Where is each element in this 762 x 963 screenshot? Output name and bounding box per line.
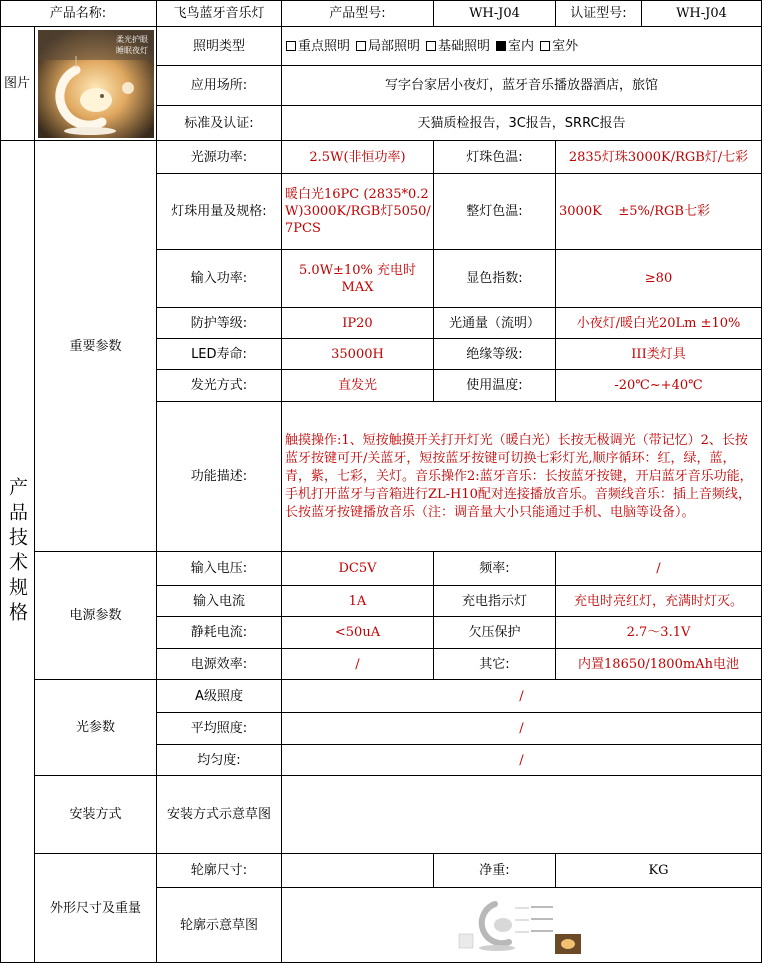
bead-color-temp-label: 灯珠色温:: [434, 141, 556, 174]
frequency-value: /: [556, 552, 762, 586]
checkbox-outdoor[interactable]: [540, 41, 550, 51]
avg-illuminance-label: 平均照度:: [157, 713, 282, 745]
option-accent-label: 重点照明: [298, 38, 351, 54]
product-model-label: 产品型号:: [282, 0, 434, 27]
cri-value: ≥80: [556, 250, 762, 308]
a-illuminance-label: A级照度: [157, 680, 282, 713]
checkbox-indoor[interactable]: [496, 41, 506, 51]
install-sketch-area: [282, 776, 762, 854]
option-indoor[interactable]: [496, 38, 534, 55]
application-value: 写字台家居小夜灯，蓝牙音乐播放器酒店，旅馆: [282, 66, 762, 106]
option-basic-label: 基础照明: [438, 38, 491, 54]
led-life-label: LED寿命:: [157, 339, 282, 370]
product-name-value: 飞鸟蓝牙音乐灯: [157, 0, 282, 27]
input-voltage-label: 输入电压:: [157, 552, 282, 586]
lamp-color-temp-label: 整灯色温:: [434, 174, 556, 250]
outline-sketch-image: [457, 890, 587, 960]
efficiency-value: /: [282, 649, 434, 680]
optical-params-label: 光参数: [35, 680, 157, 776]
undervoltage-value: 2.7～3.1V: [556, 617, 762, 649]
function-label: 功能描述:: [157, 402, 282, 552]
product-photo-cell: [35, 27, 157, 141]
avg-illuminance-value: /: [282, 713, 762, 745]
net-weight-label: 净重:: [434, 854, 556, 888]
standard-value: 天猫质检报告，3C报告，SRRC报告: [282, 106, 762, 141]
option-indoor-label: 室内: [508, 38, 535, 54]
ip-value: IP20: [282, 308, 434, 339]
option-outdoor-label: 室外: [552, 38, 579, 54]
a-illuminance-value: /: [282, 680, 762, 713]
picture-label: 图片: [0, 27, 35, 141]
product-name-label: 产品名称:: [0, 0, 157, 27]
input-power-value: 5.0W±10% 充电时MAX: [282, 250, 434, 308]
cert-model-label: 认证型号:: [556, 0, 642, 27]
uniformity-label: 均匀度:: [157, 745, 282, 776]
flux-label: 光通量（流明）: [434, 308, 556, 339]
charge-indicator-label: 充电指示灯: [434, 586, 556, 617]
cert-model-value: WH-J04: [642, 0, 762, 27]
option-local-lighting[interactable]: [356, 38, 420, 55]
insulation-value: III类灯具: [556, 339, 762, 370]
undervoltage-label: 欠压保护: [434, 617, 556, 649]
input-current-value: 1A: [282, 586, 434, 617]
flux-value: 小夜灯/暖白光20Lm ±10%: [556, 308, 762, 339]
product-photo: [38, 30, 154, 138]
option-accent-lighting[interactable]: [286, 38, 350, 55]
outline-size-value: [282, 854, 434, 888]
install-sketch-label: 安装方式示意草图: [157, 776, 282, 854]
bead-color-temp-value: 2835灯珠3000K/RGB灯/七彩: [556, 141, 762, 174]
input-voltage-value: DC5V: [282, 552, 434, 586]
photo-caption-1: 柔光护眼: [115, 34, 148, 44]
ip-label: 防护等级:: [157, 308, 282, 339]
important-params-label: 重要参数: [35, 141, 157, 552]
net-weight-value: KG: [556, 854, 762, 888]
cri-label: 显色指数:: [434, 250, 556, 308]
input-power-label: 输入功率:: [157, 250, 282, 308]
option-local-label: 局部照明: [368, 38, 421, 54]
dimensions-weight-label: 外形尺寸及重量: [35, 854, 157, 963]
power-label: 光源功率:: [157, 141, 282, 174]
checkbox-basic[interactable]: [426, 41, 436, 51]
emit-value: 直发光: [282, 370, 434, 402]
standard-label: 标准及认证:: [157, 106, 282, 141]
temp-value: -20℃~+40℃: [556, 370, 762, 402]
application-label: 应用场所:: [157, 66, 282, 106]
frequency-label: 频率:: [434, 552, 556, 586]
spec-section-text: 产品技术规格: [6, 476, 28, 627]
option-basic-lighting[interactable]: [426, 38, 490, 55]
install-method-label: 安装方式: [35, 776, 157, 854]
outline-sketch-label: 轮廓示意草图: [157, 888, 282, 963]
checkbox-local[interactable]: [356, 41, 366, 51]
outline-sketch-area: [282, 888, 762, 963]
function-value: 触摸操作:1、短按触摸开关打开灯光（暖白光）长按无极调光（带记忆）2、长按蓝牙按键可开/关蓝牙，短按蓝牙按键可切换七彩灯光,顺序循环：红，绿，蓝，青，紫，七彩，关灯。音乐操作2:蓝牙音乐：长按蓝牙按键，开启蓝牙音乐功能，手机打开蓝牙与音箱进行ZL-H10配对连接播放音乐。音频线音乐：插上音频线，长按蓝牙按键播放音乐（注：调音量大小只能通过手机、电脑等设备）。: [282, 402, 762, 552]
temp-label: 使用温度:: [434, 370, 556, 402]
product-model-value: WH-J04: [434, 0, 556, 27]
input-current-label: 输入电流: [157, 586, 282, 617]
lighting-type-label: 照明类型: [157, 27, 282, 66]
efficiency-label: 电源效率:: [157, 649, 282, 680]
outline-size-label: 轮廓尺寸:: [157, 854, 282, 888]
standby-current-label: 静耗电流:: [157, 617, 282, 649]
led-life-value: 35000H: [282, 339, 434, 370]
bead-usage-value: 暖白光16PC (2835*0.2W)3000K/RGB灯5050/7PCS: [282, 174, 434, 250]
lighting-type-options: [282, 27, 762, 66]
other-value: 内置18650/1800mAh电池: [556, 649, 762, 680]
other-label: 其它:: [434, 649, 556, 680]
power-params-label: 电源参数: [35, 552, 157, 680]
charge-indicator-value: 充电时亮红灯，充满时灯灭。: [556, 586, 762, 617]
spec-section-label: [0, 141, 35, 963]
power-value: 2.5W(非恒功率): [282, 141, 434, 174]
lamp-color-temp-value: 3000K ±5%/RGB七彩: [556, 174, 762, 250]
uniformity-value: /: [282, 745, 762, 776]
emit-label: 发光方式:: [157, 370, 282, 402]
photo-caption-2: 睡眠夜灯: [115, 45, 148, 55]
standby-current-value: <50uA: [282, 617, 434, 649]
option-outdoor[interactable]: [540, 38, 578, 55]
checkbox-accent[interactable]: [286, 41, 296, 51]
insulation-label: 绝缘等级:: [434, 339, 556, 370]
bead-usage-label: 灯珠用量及规格:: [157, 174, 282, 250]
